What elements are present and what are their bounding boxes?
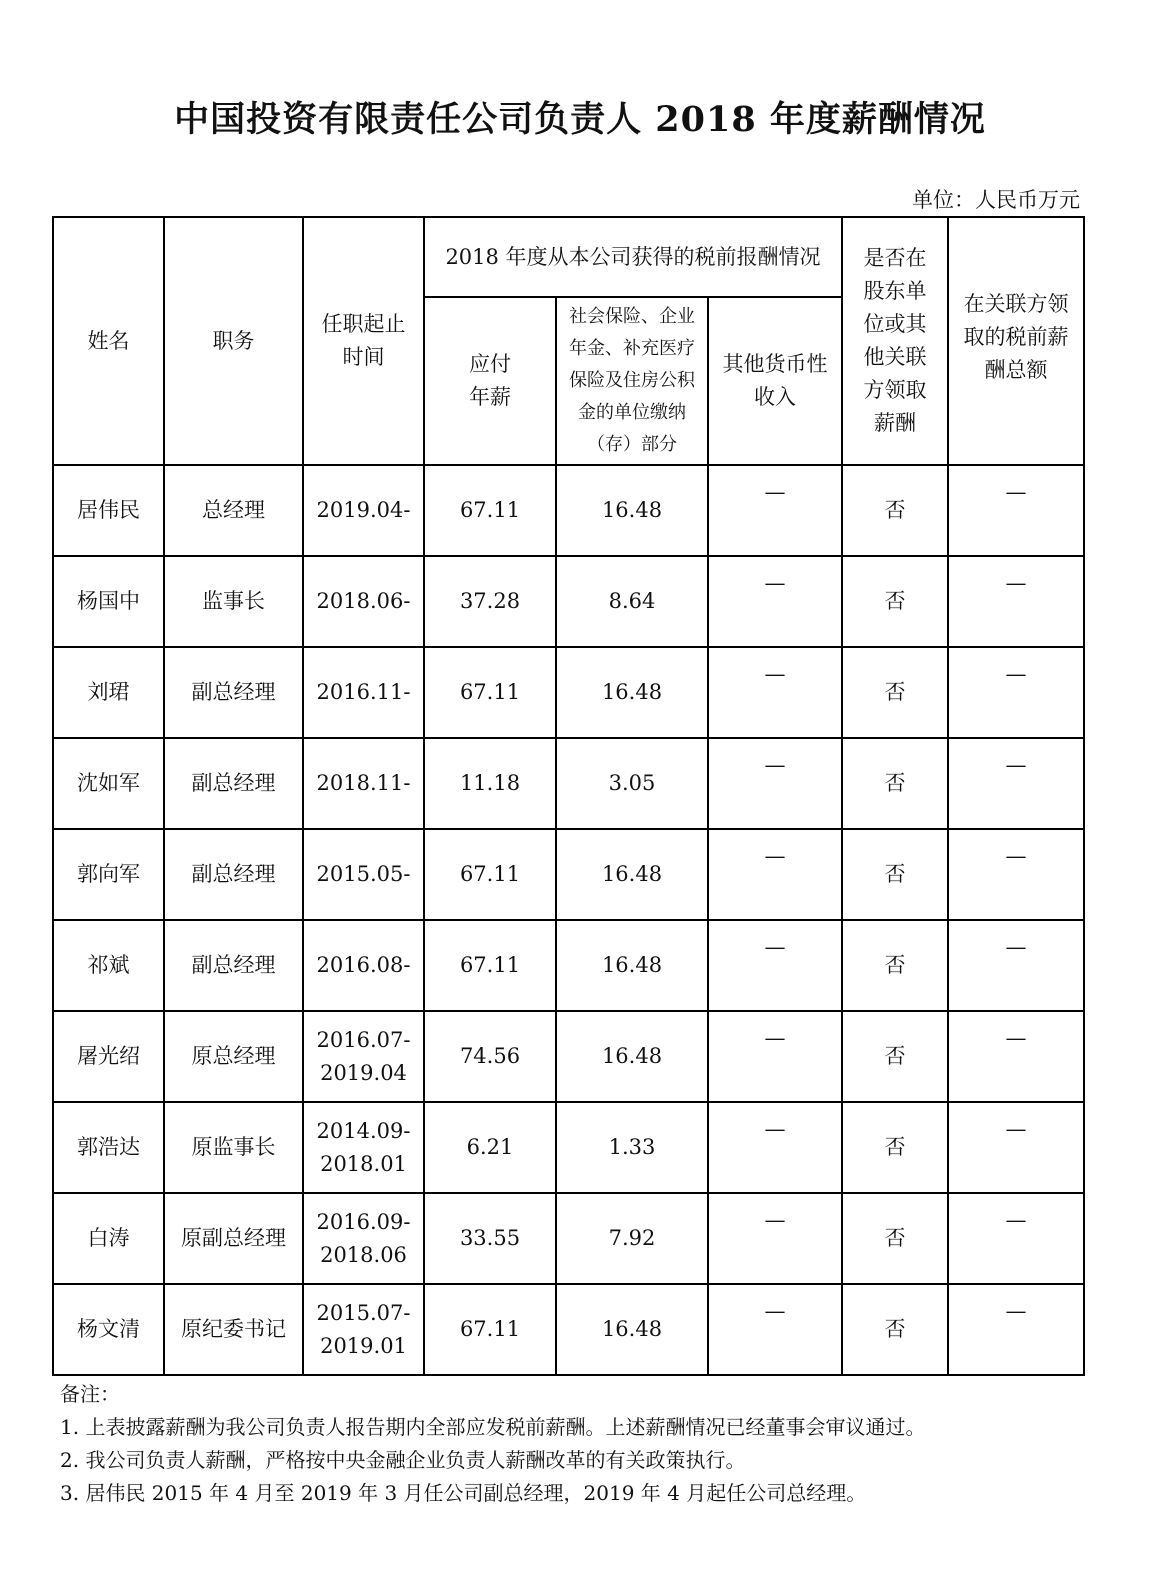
cell-insurance: 16.48 <box>556 1284 708 1375</box>
term-start: 2016.07- <box>316 1027 411 1052</box>
cell-term <box>303 920 424 1011</box>
cell-insurance: 3.05 <box>556 738 708 829</box>
cell-shareholder-pay: 否 <box>842 465 948 556</box>
cell-other-income: — <box>708 1011 842 1102</box>
cell-insurance: 16.48 <box>556 1011 708 1102</box>
unit-label: 单位：人民币万元 <box>912 188 1080 212</box>
cell-other-income: — <box>708 1102 842 1193</box>
cell-position: 副总经理 <box>164 829 303 920</box>
cell-other-income: — <box>708 829 842 920</box>
cell-term <box>303 738 424 829</box>
cell-salary: 33.55 <box>424 1193 556 1284</box>
cell-term <box>303 1284 424 1375</box>
cell-insurance: 8.64 <box>556 556 708 647</box>
cell-term <box>303 647 424 738</box>
cell-other-income: — <box>708 920 842 1011</box>
cell-shareholder-pay: 否 <box>842 1284 948 1375</box>
table-row <box>53 556 1084 647</box>
cell-other-income: — <box>708 738 842 829</box>
note-item: 3. 居伟民 2015 年 4 月至 2019 年 3 月任公司副总经理，2019 年 4 月起任公司总经理。 <box>60 1481 867 1505</box>
cell-other-income: — <box>708 1284 842 1375</box>
term-start: 2018.11- <box>316 771 411 795</box>
header-pretax-group: 2018 年度从本公司获得的税前报酬情况 <box>424 217 842 297</box>
cell-shareholder-pay: 否 <box>842 647 948 738</box>
cell-other-income: — <box>708 556 842 647</box>
cell-related-total: — <box>948 829 1084 920</box>
cell-insurance: 16.48 <box>556 920 708 1011</box>
term-start: 2016.11- <box>316 680 411 704</box>
table-row <box>53 920 1084 1011</box>
cell-term <box>303 1102 424 1193</box>
header-insurance: 社会保险、企业年金、补充医疗保险及住房公积金的单位缴纳（存）部分 <box>556 297 708 465</box>
term-start: 2015.07- <box>316 1300 411 1325</box>
term-start: 2018.06- <box>316 589 411 613</box>
header-salary: 应付年薪 <box>424 297 556 465</box>
cell-position: 原总经理 <box>164 1011 303 1102</box>
table-row <box>53 465 1084 556</box>
cell-shareholder-pay: 否 <box>842 1011 948 1102</box>
cell-term <box>303 465 424 556</box>
cell-term <box>303 1193 424 1284</box>
table-row <box>53 738 1084 829</box>
cell-shareholder-pay: 否 <box>842 738 948 829</box>
term-start: 2016.08- <box>316 953 411 977</box>
cell-name: 刘珺 <box>53 647 164 738</box>
header-related-total: 在关联方领取的税前薪酬总额 <box>948 217 1084 465</box>
cell-position: 副总经理 <box>164 647 303 738</box>
cell-position: 副总经理 <box>164 738 303 829</box>
cell-name: 郭向军 <box>53 829 164 920</box>
header-row-1 <box>53 217 1084 297</box>
cell-insurance: 16.48 <box>556 829 708 920</box>
cell-position: 副总经理 <box>164 920 303 1011</box>
note-item: 2. 我公司负责人薪酬，严格按中央金融企业负责人薪酬改革的有关政策执行。 <box>60 1448 746 1472</box>
cell-salary: 74.56 <box>424 1011 556 1102</box>
cell-name: 屠光绍 <box>53 1011 164 1102</box>
cell-shareholder-pay: 否 <box>842 556 948 647</box>
cell-name: 祁斌 <box>53 920 164 1011</box>
cell-salary: 67.11 <box>424 1284 556 1375</box>
cell-salary: 6.21 <box>424 1102 556 1193</box>
term-end: 2019.04 <box>320 1060 407 1085</box>
cell-term <box>303 1011 424 1102</box>
cell-related-total: — <box>948 556 1084 647</box>
cell-position: 原副总经理 <box>164 1193 303 1284</box>
cell-shareholder-pay: 否 <box>842 829 948 920</box>
cell-name: 居伟民 <box>53 465 164 556</box>
cell-shareholder-pay: 否 <box>842 1102 948 1193</box>
cell-salary: 67.11 <box>424 920 556 1011</box>
cell-insurance: 7.92 <box>556 1193 708 1284</box>
term-end: 2018.01 <box>320 1151 407 1176</box>
header-other-income: 其他货币性收入 <box>708 297 842 465</box>
table-row <box>53 1011 1084 1102</box>
term-start: 2016.09- <box>316 1209 411 1234</box>
cell-other-income: — <box>708 647 842 738</box>
table-row <box>53 1102 1084 1193</box>
page-title: 中国投资有限责任公司负责人 2018 年度薪酬情况 <box>174 99 986 140</box>
cell-related-total: — <box>948 920 1084 1011</box>
cell-name: 沈如军 <box>53 738 164 829</box>
note-item: 1. 上表披露薪酬为我公司负责人报告期内全部应发税前薪酬。上述薪酬情况已经董事会审议通过。 <box>60 1415 926 1439</box>
cell-position: 原纪委书记 <box>164 1284 303 1375</box>
header-term: 任职起止时间 <box>303 217 424 465</box>
cell-salary: 11.18 <box>424 738 556 829</box>
cell-position: 原监事长 <box>164 1102 303 1193</box>
term-end: 2018.06 <box>320 1242 407 1267</box>
table-row <box>53 829 1084 920</box>
cell-related-total: — <box>948 1102 1084 1193</box>
cell-insurance: 1.33 <box>556 1102 708 1193</box>
cell-name: 杨文清 <box>53 1284 164 1375</box>
cell-name: 白涛 <box>53 1193 164 1284</box>
header-shareholder-pay: 是否在股东单位或其他关联方领取薪酬 <box>842 217 948 465</box>
cell-related-total: — <box>948 1284 1084 1375</box>
cell-salary: 37.28 <box>424 556 556 647</box>
cell-name: 郭浩达 <box>53 1102 164 1193</box>
compensation-table <box>52 216 1085 1376</box>
cell-position: 监事长 <box>164 556 303 647</box>
term-end: 2019.01 <box>320 1333 407 1358</box>
table-row <box>53 647 1084 738</box>
cell-related-total: — <box>948 465 1084 556</box>
cell-related-total: — <box>948 647 1084 738</box>
term-start: 2014.09- <box>316 1118 411 1143</box>
cell-salary: 67.11 <box>424 465 556 556</box>
cell-related-total: — <box>948 1011 1084 1102</box>
table-row <box>53 1193 1084 1284</box>
cell-other-income: — <box>708 465 842 556</box>
cell-shareholder-pay: 否 <box>842 1193 948 1284</box>
cell-related-total: — <box>948 1193 1084 1284</box>
term-start: 2019.04- <box>316 498 411 522</box>
cell-term <box>303 556 424 647</box>
cell-related-total: — <box>948 738 1084 829</box>
cell-shareholder-pay: 否 <box>842 920 948 1011</box>
table-row <box>53 1284 1084 1375</box>
cell-position: 总经理 <box>164 465 303 556</box>
header-position: 职务 <box>164 217 303 465</box>
cell-salary: 67.11 <box>424 647 556 738</box>
cell-name: 杨国中 <box>53 556 164 647</box>
cell-insurance: 16.48 <box>556 465 708 556</box>
cell-term <box>303 829 424 920</box>
cell-salary: 67.11 <box>424 829 556 920</box>
cell-other-income: — <box>708 1193 842 1284</box>
notes <box>60 1378 1120 1510</box>
term-start: 2015.05- <box>316 862 411 886</box>
notes-heading: 备注： <box>60 1382 120 1406</box>
cell-insurance: 16.48 <box>556 647 708 738</box>
header-name: 姓名 <box>53 217 164 465</box>
